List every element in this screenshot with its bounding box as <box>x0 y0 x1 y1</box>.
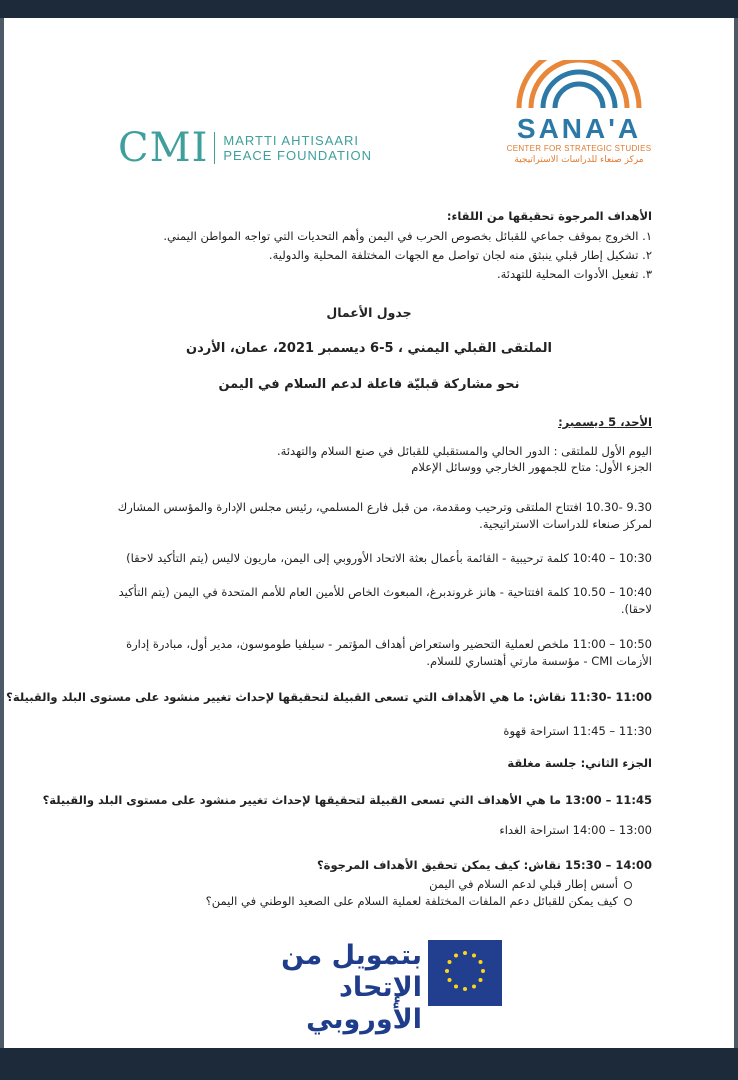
sanaa-fan-icon <box>513 60 645 110</box>
objectives-heading: الأهداف المرجوة تحقيقها من اللقاء: <box>446 209 652 223</box>
session-discussion-2: 14:00 – 15:30 نقاش: كيف يمكن تحقيق الأهداف المرجوة؟ <box>317 858 652 872</box>
objective-item: ٢. تشكيل إطار قبلي ينبثق منه لجان تواصل مع الجهات المختلفة المحلية والدولية. <box>268 248 652 262</box>
page-edge-left <box>0 18 4 1048</box>
objective-item: ١. الخروج بموقف جماعي للقبائل بخصوص الحرب في اليمن وأهم التحديات التي تواجه المواطن اليمني. <box>163 229 652 243</box>
session-item-cont: لمركز صنعاء للدراسات الاستراتيجية. <box>479 517 652 531</box>
session-item: 10:40 – 10.50 كلمة افتتاحية - هانز غروندبرغ، المبعوث الخاص للأمين العام للأمم المتحدة في اليمن (يتم التأكيد <box>118 585 652 599</box>
session-discussion: 11:00 -11:30 نقاش: ما هي الأهداف التي تسعى القبيلة لتحقيقها لإحداث تغيير منشود على مستوى البلد والقبيلة؟ <box>6 690 652 704</box>
bullet-text: كيف يمكن للقبائل دعم الملفات المختلفة لعملية السلام على الصعيد الوطني في اليمن؟ <box>205 894 618 908</box>
session-break: 11:30 – 11:45 استراحة قهوة <box>503 724 652 738</box>
top-bar <box>0 0 738 18</box>
sanaa-logo-subtitle: CENTER FOR STRATEGIC STUDIES <box>506 144 652 153</box>
bullet-text: أسس إطار قبلي لدعم السلام في اليمن <box>429 877 618 891</box>
event-title: الملتقى القبلي اليمني ، 5-6 ديسمبر 2021، عمان، الأردن <box>185 341 553 356</box>
cmi-logo-line1: MARTTI AHTISAARI <box>223 133 360 148</box>
cmi-logo <box>118 125 373 171</box>
session-item: 10:50 – 11:00 ملخص لعملية التحضير واستعراض أهداف المؤتمر - سيلفيا طوموسون، مدير أول، مبادرة إدارة <box>126 637 652 651</box>
page-edge-right <box>734 18 738 1048</box>
agenda-title: جدول الأعمال <box>326 305 412 320</box>
sanaa-logo-word: SANA'A <box>516 113 642 144</box>
session-item: 10:30 – 10:40 كلمة ترحيبية - القائمة بأعمال بعثة الاتحاد الأوروبي إلى اليمن، ماريون لاليس (يتم التأكيد لاحقا) <box>126 551 652 565</box>
cmi-logo-line2: PEACE FOUNDATION <box>223 148 373 163</box>
bullet-item <box>4 894 632 908</box>
bullet-circle-icon <box>624 898 632 906</box>
session-item-cont: لاحقا). <box>620 602 652 616</box>
session-closed: 11:45 – 13:00 ما هي الأهداف التي تسعى القبيلة لتحقيقها لإحداث تغيير منشود على مستوى البلد والقبيلة؟ <box>42 793 652 807</box>
bullet-item <box>4 877 632 891</box>
part-one-label: الجزء الأول: متاح للجمهور الخارجي ووسائل الإعلام <box>411 460 652 474</box>
session-item: 9.30 -10.30 افتتاح الملتقى وترحيب ومقدمة، من قبل فارع المسلمي، رئيس مجلس الإدارة والمؤسس المشارك <box>117 500 652 514</box>
bullet-circle-icon <box>624 881 632 889</box>
sanaa-logo <box>504 60 654 166</box>
eu-funding-line2: الإتحاد الأوروبي <box>306 972 422 1035</box>
day-intro: اليوم الأول للملتقى : الدور الحالي والمستقبلي للقبائل في صنع السلام والتهدئة. <box>277 444 652 458</box>
eu-funding-line1: بتمويل من <box>281 940 422 971</box>
session-lunch: 13:00 – 14:00 استراحة الغداء <box>499 823 652 837</box>
cmi-logo-mark: CMI <box>118 125 209 171</box>
document-page <box>4 18 734 1048</box>
event-theme: نحو مشاركة قبليّة فاعلة لدعم السلام في اليمن <box>218 377 520 392</box>
day-label: الأحد، 5 ديسمبر: <box>558 415 652 429</box>
eu-flag-icon <box>428 940 502 1006</box>
eu-funding-text <box>232 940 422 1036</box>
bottom-bar <box>0 1048 738 1080</box>
sanaa-logo-arabic: مركز صنعاء للدراسات الاستراتيجية <box>514 155 644 165</box>
cmi-logo-text <box>223 133 372 163</box>
objective-item: ٣. تفعيل الأدوات المحلية للتهدئة. <box>496 267 652 281</box>
session-item-cont: الأزمات CMI - مؤسسة مارتي أهتساري للسلام. <box>426 654 652 668</box>
cmi-logo-divider <box>214 132 215 164</box>
part-two-label: الجزء الثاني: جلسة مغلقة <box>507 756 652 770</box>
